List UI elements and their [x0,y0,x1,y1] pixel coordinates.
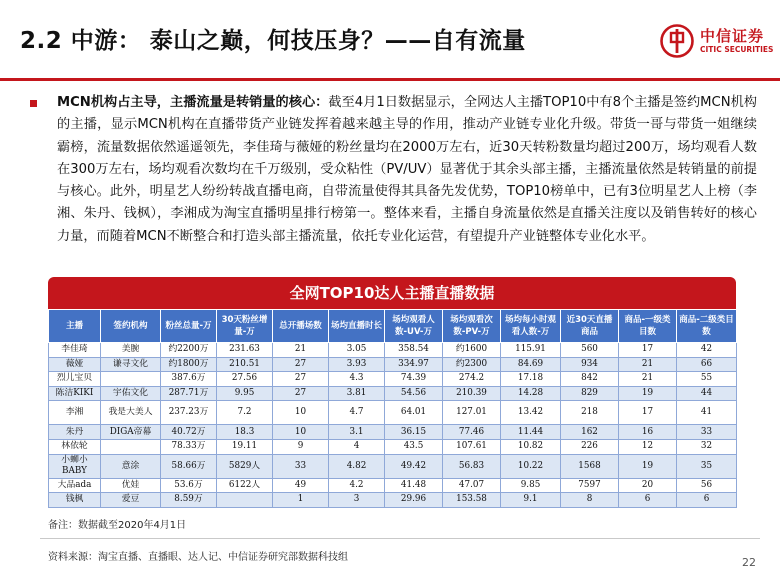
table-row [49,439,737,454]
paragraph-text: 截至4月1日数据显示，全网达人主播TOP10中有8个主播是签约MCN机构的主播，显示MCN机构在直播带货产业链发挥着越来越主导的作用，推动产业链专业化升级。带货一哥与带货一姐继续霸榜，流量数据依然遥遥领先，李佳琦与薇娅的粉丝量均在2000万左右，近30天转粉数量均超过200万，场均观看人数在300万左右，场均观看次数均在千万级别，受众粘性（PV/UV）显著优于其余头部主播，主播流量依然是转销量的前提与核心。此外，明星艺人纷纷转战直播电商，自带流量使得其具备先发优势，TOP10榜单中，已有3位明星艺人上榜（李湘、朱丹、钱枫），李湘成为淘宝直播明星排行榜第一。整体来看，主播自身流量依然是直播关注度以及销售转好的核心力量，而随着MCN不断整合和打造头部主播流量，依托专业化运营，有望提升产业链整体专业化水平。 [57,95,757,244]
table-cell: 47.07 [443,478,501,493]
table-cell: 74.39 [385,372,443,387]
table-cell: 3.93 [329,357,385,372]
table-cell: 33 [273,454,329,478]
table-cell: 55 [677,372,737,387]
citic-logo-icon [660,24,694,58]
table-row [49,386,737,401]
table-cell: 27 [273,372,329,387]
page-number: 22 [742,556,756,569]
table-cell: 7597 [561,478,619,493]
table-cell: 8 [561,493,619,508]
logo-text-en: CITIC SECURITIES [700,45,774,54]
table-cell: 19 [619,386,677,401]
table-cell: 27 [273,386,329,401]
table-cell: 49 [273,478,329,493]
table-cell: 78.33万 [161,439,217,454]
table-cell: 66 [677,357,737,372]
table-cell: 54.56 [385,386,443,401]
table-cell: 162 [561,425,619,440]
slide-header [0,0,780,78]
table-cell: 287.71万 [161,386,217,401]
table-cell: 3.81 [329,386,385,401]
column-header: 商品-二级类目数 [677,310,737,343]
logo-text-cn: 中信证券 [700,27,765,45]
table-cell: 12 [619,439,677,454]
table-cell: 829 [561,386,619,401]
table-cell: 大品ada [49,478,101,493]
table-cell: 爱豆 [101,493,161,508]
table-cell: 27 [273,357,329,372]
table-row [49,357,737,372]
table-cell: 274.2 [443,372,501,387]
table-cell: 10.22 [501,454,561,478]
table-cell: 美腕 [101,343,161,358]
table-cell: 41 [677,401,737,425]
table-cell: 210.39 [443,386,501,401]
table-cell: 4.3 [329,372,385,387]
table-cell: 43.5 [385,439,443,454]
table-cell: 387.6万 [161,372,217,387]
table-cell: 40.72万 [161,425,217,440]
table-cell: 8.59万 [161,493,217,508]
table-cell: 44 [677,386,737,401]
table-header-row [49,310,737,343]
slide-title: 2.2 中游： 泰山之巅，何技压身？——自有流量 [20,28,526,54]
table-cell: 约1800万 [161,357,217,372]
data-table-panel [48,277,736,508]
table-cell: 42 [677,343,737,358]
table-cell: 17 [619,343,677,358]
column-header: 商品-一级类目数 [619,310,677,343]
table-cell: 115.91 [501,343,561,358]
table-cell: 560 [561,343,619,358]
table-cell: 约2300 [443,357,501,372]
table-cell: 9 [273,439,329,454]
table-cell: 77.46 [443,425,501,440]
body-paragraph [57,92,757,248]
table-cell: 842 [561,372,619,387]
table-cell: 意涂 [101,454,161,478]
table-cell: 钱枫 [49,493,101,508]
table-cell: 32 [677,439,737,454]
column-header: 30天粉丝增量-万 [217,310,273,343]
table-cell: 33 [677,425,737,440]
table-row [49,454,737,478]
table-row [49,372,737,387]
header-divider [0,78,780,81]
table-row [49,425,737,440]
table-cell: 陈洁KIKI [49,386,101,401]
table-cell: 231.63 [217,343,273,358]
table-cell [217,493,273,508]
table-cell: 41.48 [385,478,443,493]
table-cell: 13.42 [501,401,561,425]
table-cell: 53.6万 [161,478,217,493]
column-header: 场均观看次数-PV-万 [443,310,501,343]
table-title: 全网TOP10达人主播直播数据 [48,277,736,309]
table-cell: 16 [619,425,677,440]
table-cell: 84.69 [501,357,561,372]
table-cell: 9.1 [501,493,561,508]
table-cell: 226 [561,439,619,454]
table-cell: 我是大美人 [101,401,161,425]
table-cell: 1568 [561,454,619,478]
table-cell: 3.1 [329,425,385,440]
table-row [49,478,737,493]
table-cell: 10 [273,425,329,440]
column-header: 签约机构 [101,310,161,343]
table-cell: 10 [273,401,329,425]
brand-logo [660,24,772,60]
table-cell: 10.82 [501,439,561,454]
table-cell: 107.61 [443,439,501,454]
table-cell: 35 [677,454,737,478]
table-cell: 334.97 [385,357,443,372]
table-cell: 6 [677,493,737,508]
table-cell: 3 [329,493,385,508]
table-cell: 4.82 [329,454,385,478]
table-row [49,493,737,508]
anchor-data-table [48,309,737,508]
table-cell: 21 [619,357,677,372]
table-cell: 11.44 [501,425,561,440]
table-cell: 7.2 [217,401,273,425]
table-cell: 17.18 [501,372,561,387]
column-header: 场均每小时观看人数-万 [501,310,561,343]
column-header: 总开播场数 [273,310,329,343]
table-cell: 6122人 [217,478,273,493]
table-cell: 4.2 [329,478,385,493]
table-cell: 58.66万 [161,454,217,478]
table-cell: 237.23万 [161,401,217,425]
table-cell: 约2200万 [161,343,217,358]
table-cell: 3.05 [329,343,385,358]
table-cell: 19 [619,454,677,478]
data-source: 资料来源：淘宝直播、直播眼、达人记、中信证券研究部数据科技组 [48,552,348,563]
column-header: 粉丝总量-万 [161,310,217,343]
table-cell: 64.01 [385,401,443,425]
table-cell: 19.11 [217,439,273,454]
footer-divider [40,538,760,539]
table-cell: 小蛳小BABY [49,454,101,478]
table-cell: 李佳琦 [49,343,101,358]
table-cell: 1 [273,493,329,508]
table-cell: 21 [273,343,329,358]
column-header: 场均观看人数-UV-万 [385,310,443,343]
table-cell: 36.15 [385,425,443,440]
table-cell: 约1600 [443,343,501,358]
table-cell: 934 [561,357,619,372]
column-header: 场均直播时长 [329,310,385,343]
table-cell: 朱丹 [49,425,101,440]
table-cell: 4.7 [329,401,385,425]
table-cell: 127.01 [443,401,501,425]
table-cell: 17 [619,401,677,425]
table-row [49,401,737,425]
table-cell: 218 [561,401,619,425]
table-cell: 27.56 [217,372,273,387]
table-cell: DIGA帝幕 [101,425,161,440]
table-cell [101,372,161,387]
table-cell: 9.85 [501,478,561,493]
table-cell: 优娃 [101,478,161,493]
table-row [49,343,737,358]
table-cell: 李湘 [49,401,101,425]
table-cell: 56.83 [443,454,501,478]
table-cell: 153.58 [443,493,501,508]
table-cell: 烈儿宝贝 [49,372,101,387]
bullet-square-icon [30,100,37,107]
table-cell: 4 [329,439,385,454]
table-cell: 21 [619,372,677,387]
table-cell: 14.28 [501,386,561,401]
table-cell: 210.51 [217,357,273,372]
table-cell: 358.54 [385,343,443,358]
table-cell: 49.42 [385,454,443,478]
column-header: 主播 [49,310,101,343]
column-header: 近30天直播商品 [561,310,619,343]
table-cell: 56 [677,478,737,493]
table-cell: 20 [619,478,677,493]
table-cell [101,439,161,454]
table-cell: 5829人 [217,454,273,478]
table-note: 备注：数据截至2020年4月1日 [48,520,187,531]
table-cell: 6 [619,493,677,508]
table-cell: 林依轮 [49,439,101,454]
table-cell: 薇娅 [49,357,101,372]
paragraph-lead: MCN机构占主导，主播流量是转销量的核心： [57,95,329,110]
table-cell: 宇佑文化 [101,386,161,401]
table-cell: 18.3 [217,425,273,440]
table-cell: 谦寻文化 [101,357,161,372]
table-cell: 9.95 [217,386,273,401]
table-cell: 29.96 [385,493,443,508]
